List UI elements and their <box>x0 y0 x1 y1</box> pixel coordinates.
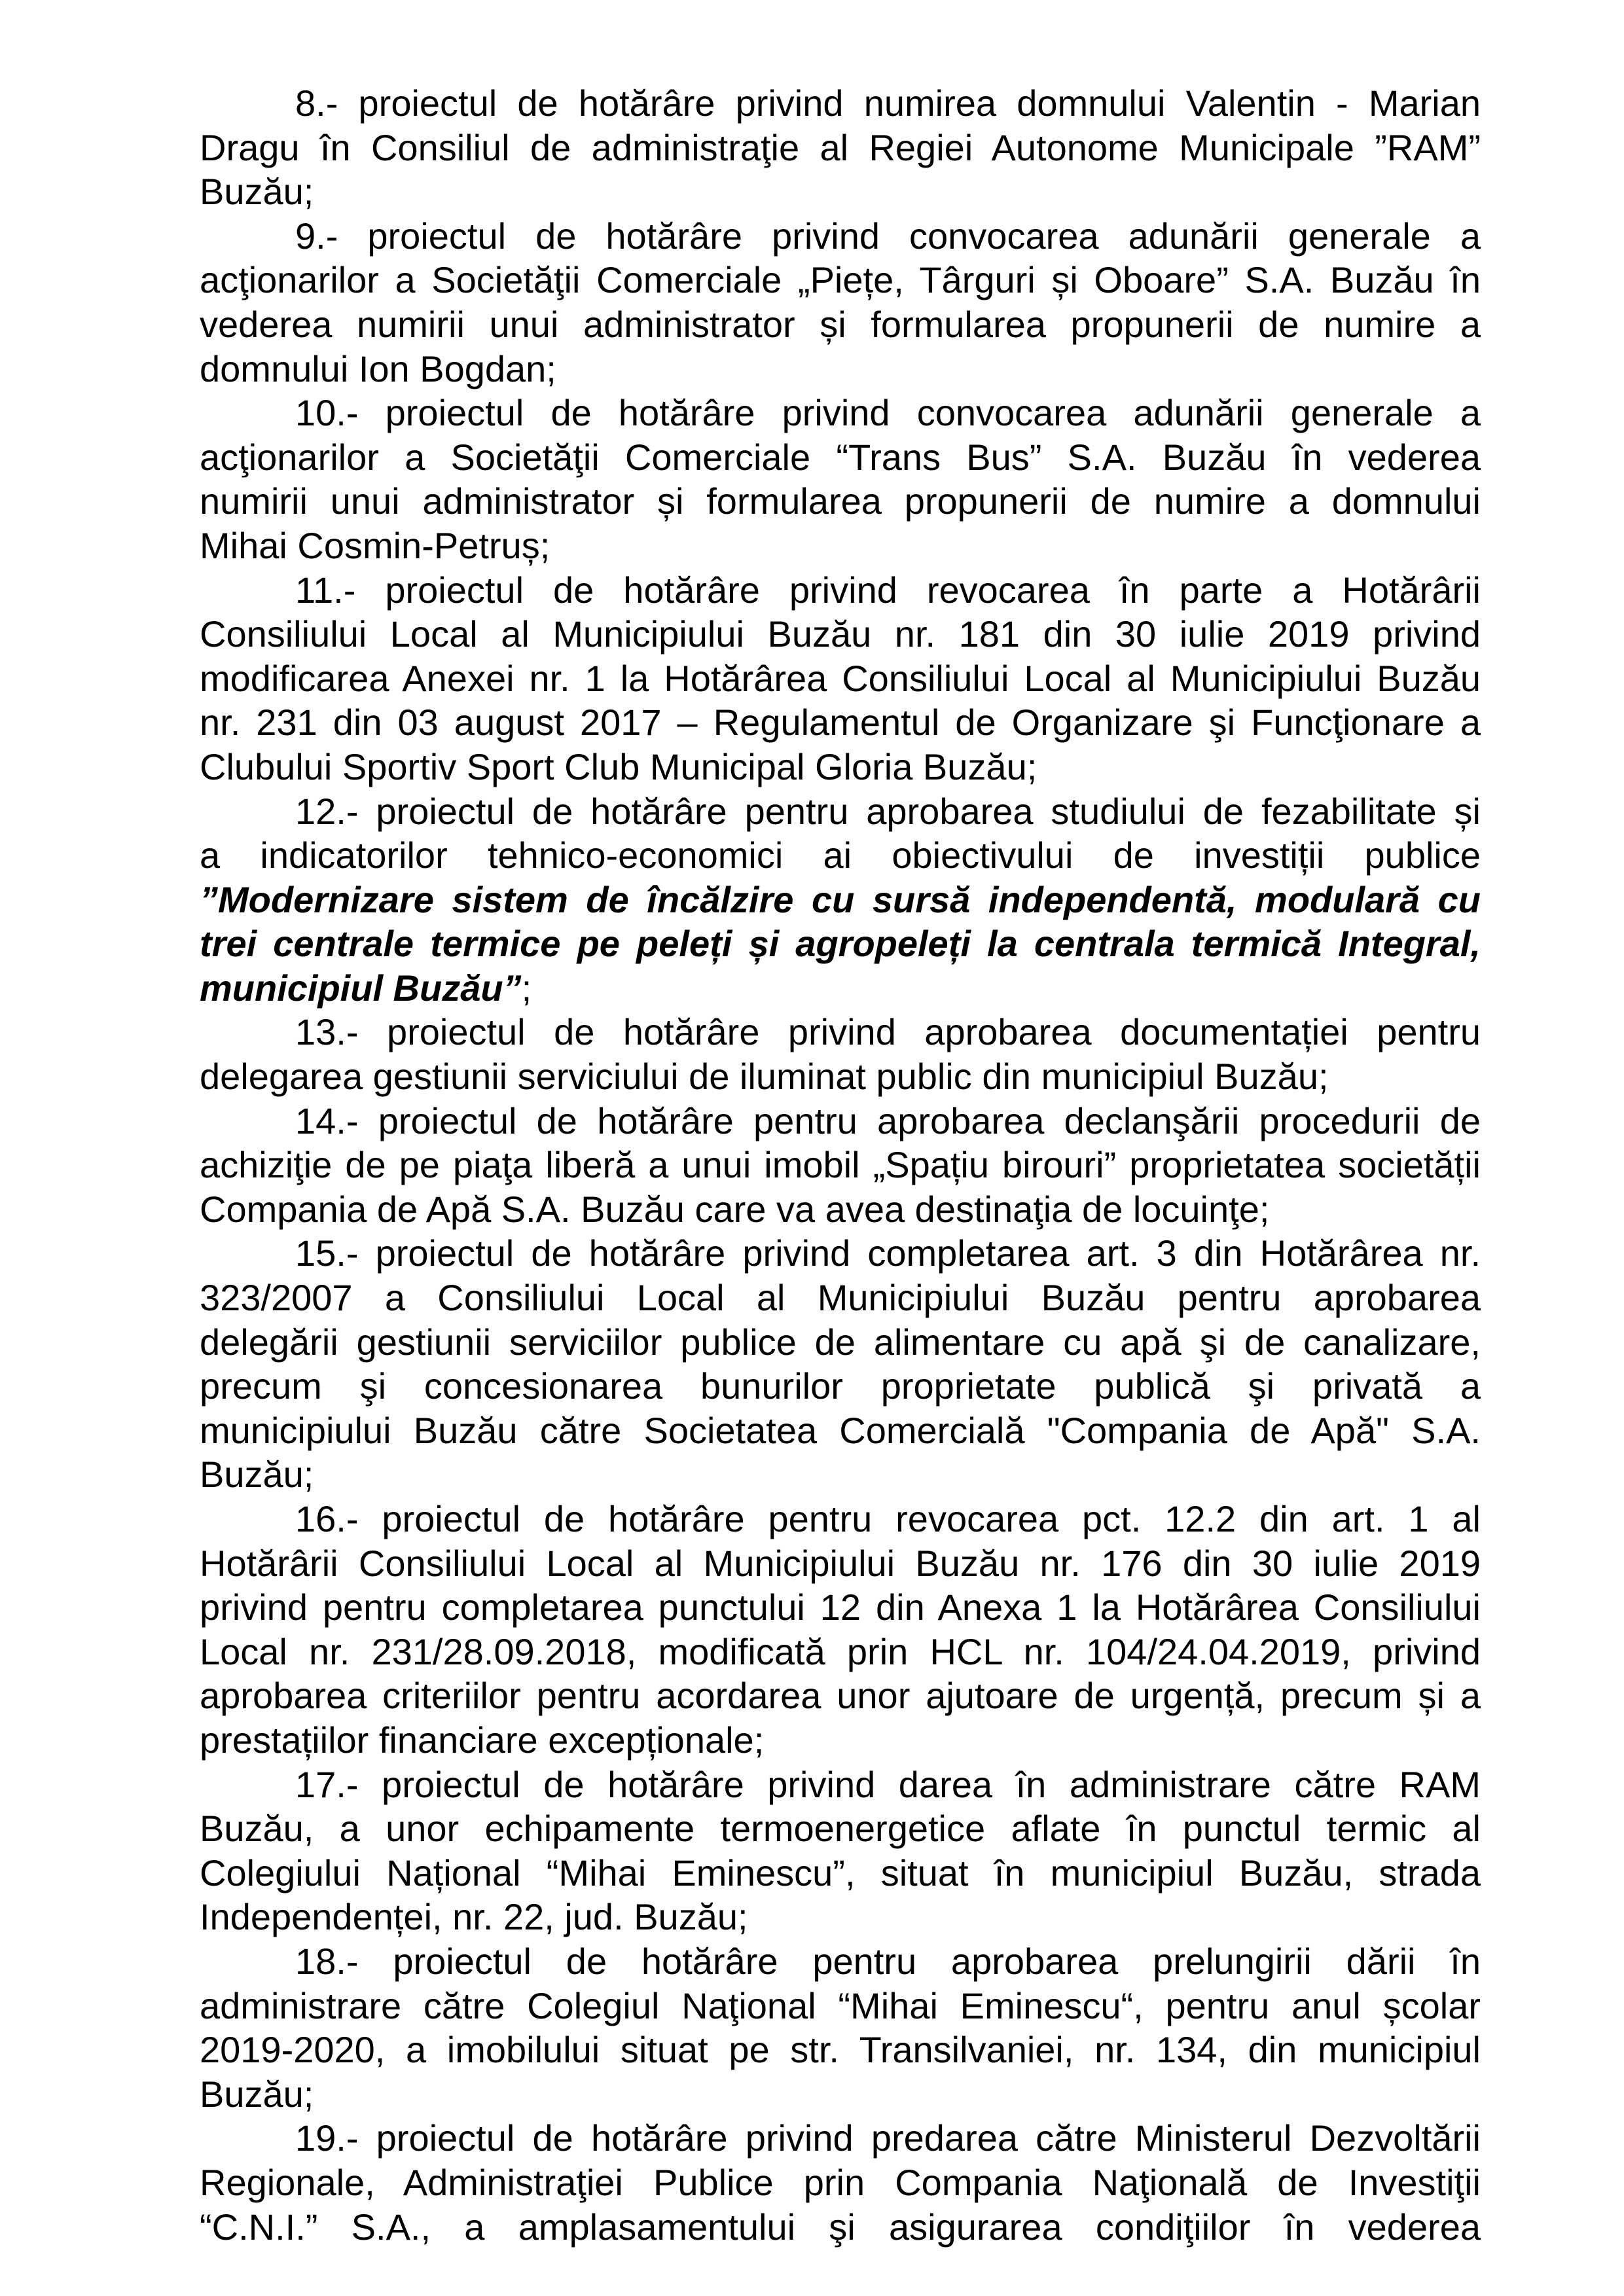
text-line: 16.- proiectul de hotărâre pentru revocarea pct. 12.2 din art. 1 al <box>295 1498 1481 1539</box>
project-title-line: municipiul Buzău” <box>200 967 522 1009</box>
agenda-item-17 <box>200 1763 1481 1939</box>
text-line: 12.- proiectul de hotărâre pentru aprobarea studiului de fezabilitate și <box>295 790 1481 832</box>
text-line: 9.- proiectul de hotărâre privind convocarea adunării generale a <box>295 215 1481 257</box>
text-line: 8.- proiectul de hotărâre privind numirea domnului Valentin - Marian <box>295 82 1481 124</box>
text-line: Buzău; <box>200 171 314 213</box>
text-line: aprobarea criteriilor pentru acordarea unor ajutoare de urgență, precum și a <box>200 1675 1481 1717</box>
text-line: 17.- proiectul de hotărâre privind darea în administrare către RAM <box>295 1763 1481 1805</box>
title-suffix: ; <box>521 967 532 1009</box>
text-line: 323/2007 a Consiliului Local al Municipiului Buzău pentru aprobarea <box>200 1277 1481 1319</box>
text-line: privind pentru completarea punctului 12 din Anexa 1 la Hotărârea Consiliului <box>200 1587 1481 1628</box>
agenda-item-15 <box>200 1231 1481 1497</box>
text-line: vederea numirii unui administrator și formularea propunerii de numire a <box>200 303 1481 345</box>
text-line: 13.- proiectul de hotărâre privind aprobarea documentației pentru <box>295 1011 1481 1053</box>
text-line: achiziţie de pe piaţa liberă a unui imobil „Spațiu birouri” proprietatea societății <box>200 1144 1481 1186</box>
text-line: administrare către Colegiul Naţional “Mihai Eminescu“, pentru anul școlar <box>200 1984 1481 2026</box>
text-line: Buzău; <box>200 1454 314 1496</box>
text-line <box>200 966 1481 1011</box>
text-line: municipiului Buzău către Societatea Comercială "Compania de Apă" S.A. <box>200 1409 1481 1451</box>
text-line: domnului Ion Bogdan; <box>200 348 556 389</box>
text-line: 14.- proiectul de hotărâre pentru aprobarea declanşării procedurii de <box>295 1100 1481 1141</box>
text-line: 11.- proiectul de hotărâre privind revocarea în parte a Hotărârii <box>295 569 1481 611</box>
text-line: 19.- proiectul de hotărâre privind predarea către Ministerul Dezvoltării <box>295 2117 1481 2159</box>
agenda-item-12 <box>200 789 1481 1011</box>
text-line: 18.- proiectul de hotărâre pentru aprobarea prelungirii dării în <box>295 1940 1481 1982</box>
text-line: delegării gestiunii serviciilor publice de alimentare cu apă şi de canalizare, <box>200 1321 1481 1363</box>
agenda-item-9 <box>200 214 1481 391</box>
text-line: 15.- proiectul de hotărâre privind completarea art. 3 din Hotărârea nr. <box>295 1232 1481 1274</box>
text-line: precum şi concesionarea bunurilor proprietate publică şi privată a <box>200 1365 1481 1407</box>
text-line: numirii unui administrator și formularea propunerii de numire a domnului <box>200 480 1481 522</box>
text-line: Compania de Apă S.A. Buzău care va avea destinaţia de locuinţe; <box>200 1188 1270 1230</box>
text-line: Buzău; <box>200 2073 314 2115</box>
text-line: Independenței, nr. 22, jud. Buzău; <box>200 1896 748 1938</box>
text-line: Mihai Cosmin-Petruș; <box>200 524 550 566</box>
agenda-item-14 <box>200 1099 1481 1232</box>
agenda-item-16 <box>200 1497 1481 1763</box>
agenda-item-18 <box>200 1939 1481 2116</box>
text-line: Clubului Sportiv Sport Club Municipal Gloria Buzău; <box>200 745 1038 787</box>
text-line: Consiliului Local al Municipiului Buzău nr. 181 din 30 iulie 2019 privind <box>200 613 1481 655</box>
agenda-item-10 <box>200 391 1481 567</box>
text-line: prestațiilor financiare excepționale; <box>200 1719 765 1761</box>
text-line: 10.- proiectul de hotărâre privind convocarea adunării generale a <box>295 392 1481 434</box>
text-line: acţionarilor a Societăţii Comerciale „Piețe, Târguri și Oboare” S.A. Buzău în <box>200 259 1481 301</box>
text-line: Buzău, a unor echipamente termoenergetice aflate în punctul termic al <box>200 1808 1481 1850</box>
agenda-item-13 <box>200 1010 1481 1098</box>
text-line: acţionarilor a Societăţii Comerciale “Trans Bus” S.A. Buzău în vederea <box>200 436 1481 478</box>
agenda-item-19 <box>200 2116 1481 2249</box>
text-line: Dragu în Consiliul de administraţie al Regiei Autonome Municipale ”RAM” <box>200 126 1481 168</box>
text-line: delegarea gestiunii serviciului de iluminat public din municipiul Buzău; <box>200 1056 1329 1098</box>
text-line: Regionale, Administraţiei Publice prin Compania Naţională de Investiţii <box>200 2161 1481 2203</box>
text-line: Hotărârii Consiliului Local al Municipiului Buzău nr. 176 din 30 iulie 2019 <box>200 1542 1481 1584</box>
text-line: “C.N.I.” S.A., a amplasamentului şi asigurarea condiţiilor în vederea <box>200 2206 1481 2248</box>
project-title-line: ”Modernizare sistem de încălzire cu sursă independentă, modulară cu <box>200 878 1481 920</box>
project-title-line: trei centrale termice pe peleți și agropeleți la centrala termică Integral, <box>200 923 1481 965</box>
text-line: 2019-2020, a imobilului situat pe str. Transilvaniei, nr. 134, din municipiul <box>200 2029 1481 2071</box>
agenda-item-8 <box>200 81 1481 214</box>
text-line: nr. 231 din 03 august 2017 – Regulamentul de Organizare şi Funcţionare a <box>200 702 1481 744</box>
text-line: a indicatorilor tehnico-economici ai obiectivului de investiții publice <box>200 834 1481 876</box>
agenda-list <box>200 81 1481 2249</box>
text-line: modificarea Anexei nr. 1 la Hotărârea Consiliului Local al Municipiului Buzău <box>200 657 1481 699</box>
text-line: Colegiului Național “Mihai Eminescu”, situat în municipiul Buzău, strada <box>200 1852 1481 1893</box>
agenda-item-11 <box>200 568 1481 789</box>
text-line: Local nr. 231/28.09.2018, modificată prin HCL nr. 104/24.04.2019, privind <box>200 1630 1481 1672</box>
